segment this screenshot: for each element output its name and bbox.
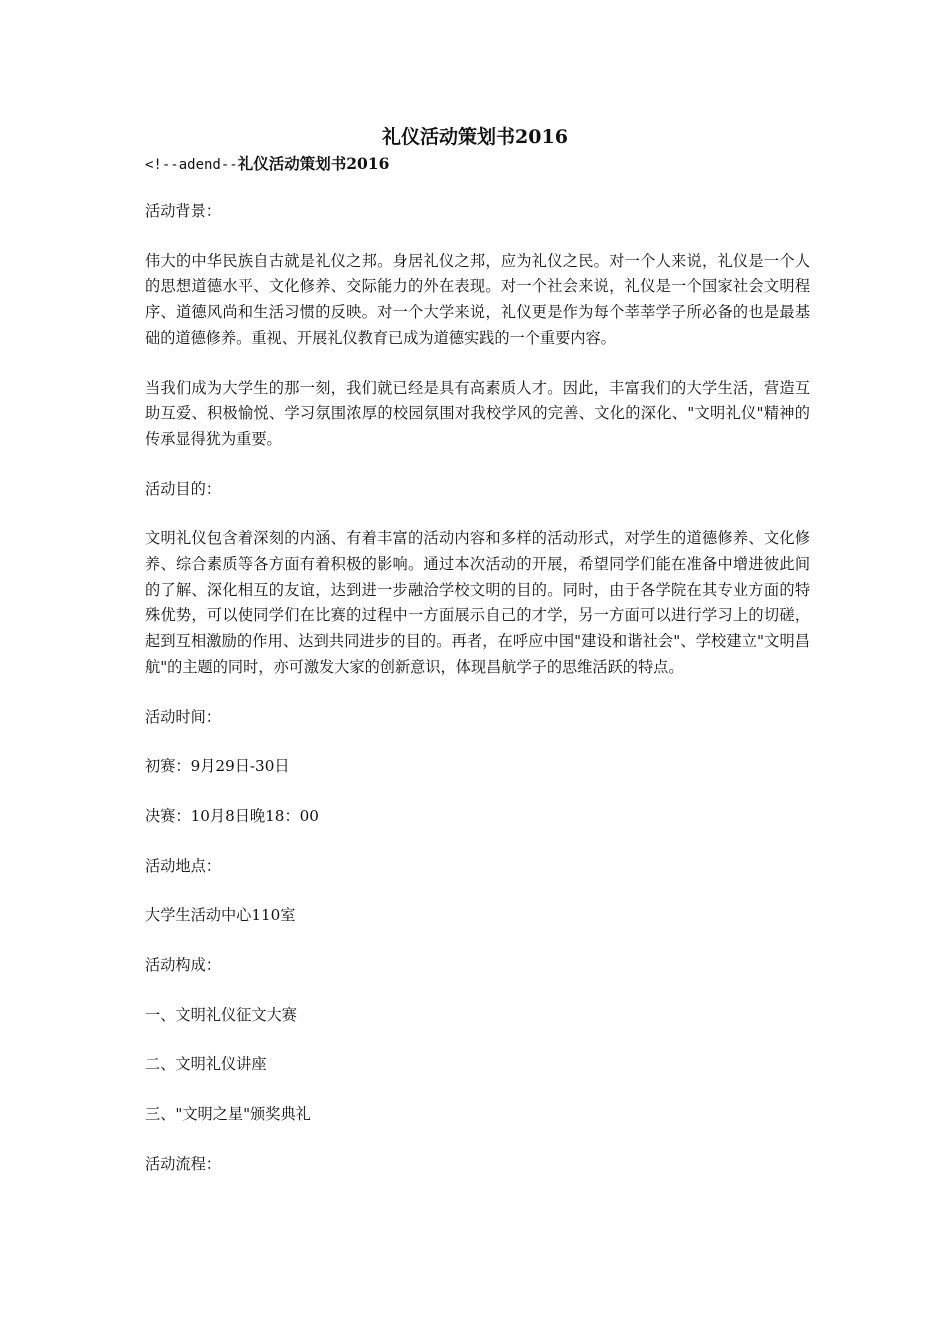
composition-item-3: 三、"文明之星"颁奖典礼: [145, 1105, 311, 1124]
section-heading-purpose: 活动目的：: [145, 479, 221, 498]
location-text: 大学生活动中心110室: [145, 906, 296, 925]
time-final: 决赛：10月8日晚18：00: [145, 806, 319, 825]
document-title: 礼仪活动策划书2016: [382, 126, 568, 148]
subtitle-bold-text: 礼仪活动策划书2016: [237, 154, 390, 173]
document-body: [145, 199, 810, 1202]
section-heading-location: 活动地点：: [145, 856, 221, 875]
paragraph-purpose: 文明礼仪包含着深刻的内涵、有着丰富的活动内容和多样的活动形式，对学生的道德修养、文化修养、综合素质等各方面有着积极的影响。通过本次活动的开展，希望同学们能在准备中增进彼此间的了解、深化相互的友谊，达到进一步融洽学校文明的目的。同时，由于各学院在其专业方面的特殊优势，可以使同学们在比赛的过程中一方面展示自己的才学，另一方面可以进行学习上的切磋，起到互相激励的作用、达到共同进步的目的。再者，在呼应中国"建设和谐社会"、学校建立"文明昌航"的主题的同时，亦可激发大家的创新意识，体现昌航学子的思维活跃的特点。: [145, 529, 810, 676]
subtitle-comment-text: <!--adend--: [145, 157, 238, 173]
section-heading-time: 活动时间：: [145, 707, 221, 726]
section-heading-composition: 活动构成：: [145, 956, 221, 975]
section-heading-background: 活动背景：: [145, 202, 221, 220]
document-subtitle: [145, 152, 389, 177]
paragraph-students: 当我们成为大学生的那一刻，我们就已经是具有高素质人才。因此，丰富我们的大学生活，营造互助互爱、积极愉悦、学习氛围浓厚的校园氛围对我校学风的完善、文化的深化、"文明礼仪"精神的传承显得犹为重要。: [145, 378, 810, 448]
composition-item-1: 一、文明礼仪征文大赛: [145, 1005, 297, 1024]
time-preliminary: 初赛：9月29日-30日: [145, 757, 290, 776]
paragraph-background: 伟大的中华民族自古就是礼仪之邦。身居礼仪之邦，应为礼仪之民。对一个人来说，礼仪是一个人的思想道德水平、文化修养、交际能力的外在表现。对一个社会来说，礼仪是一个国家社会文明程序、道德风尚和生活习惯的反映。对一个大学来说，礼仪更是作为每个莘莘学子所必备的也是最基础的道德修养。重视、开展礼仪教育已成为道德实践的一个重要内容。: [145, 251, 810, 347]
composition-item-2: 二、文明礼仪讲座: [145, 1055, 267, 1074]
section-heading-process: 活动流程：: [145, 1154, 221, 1173]
